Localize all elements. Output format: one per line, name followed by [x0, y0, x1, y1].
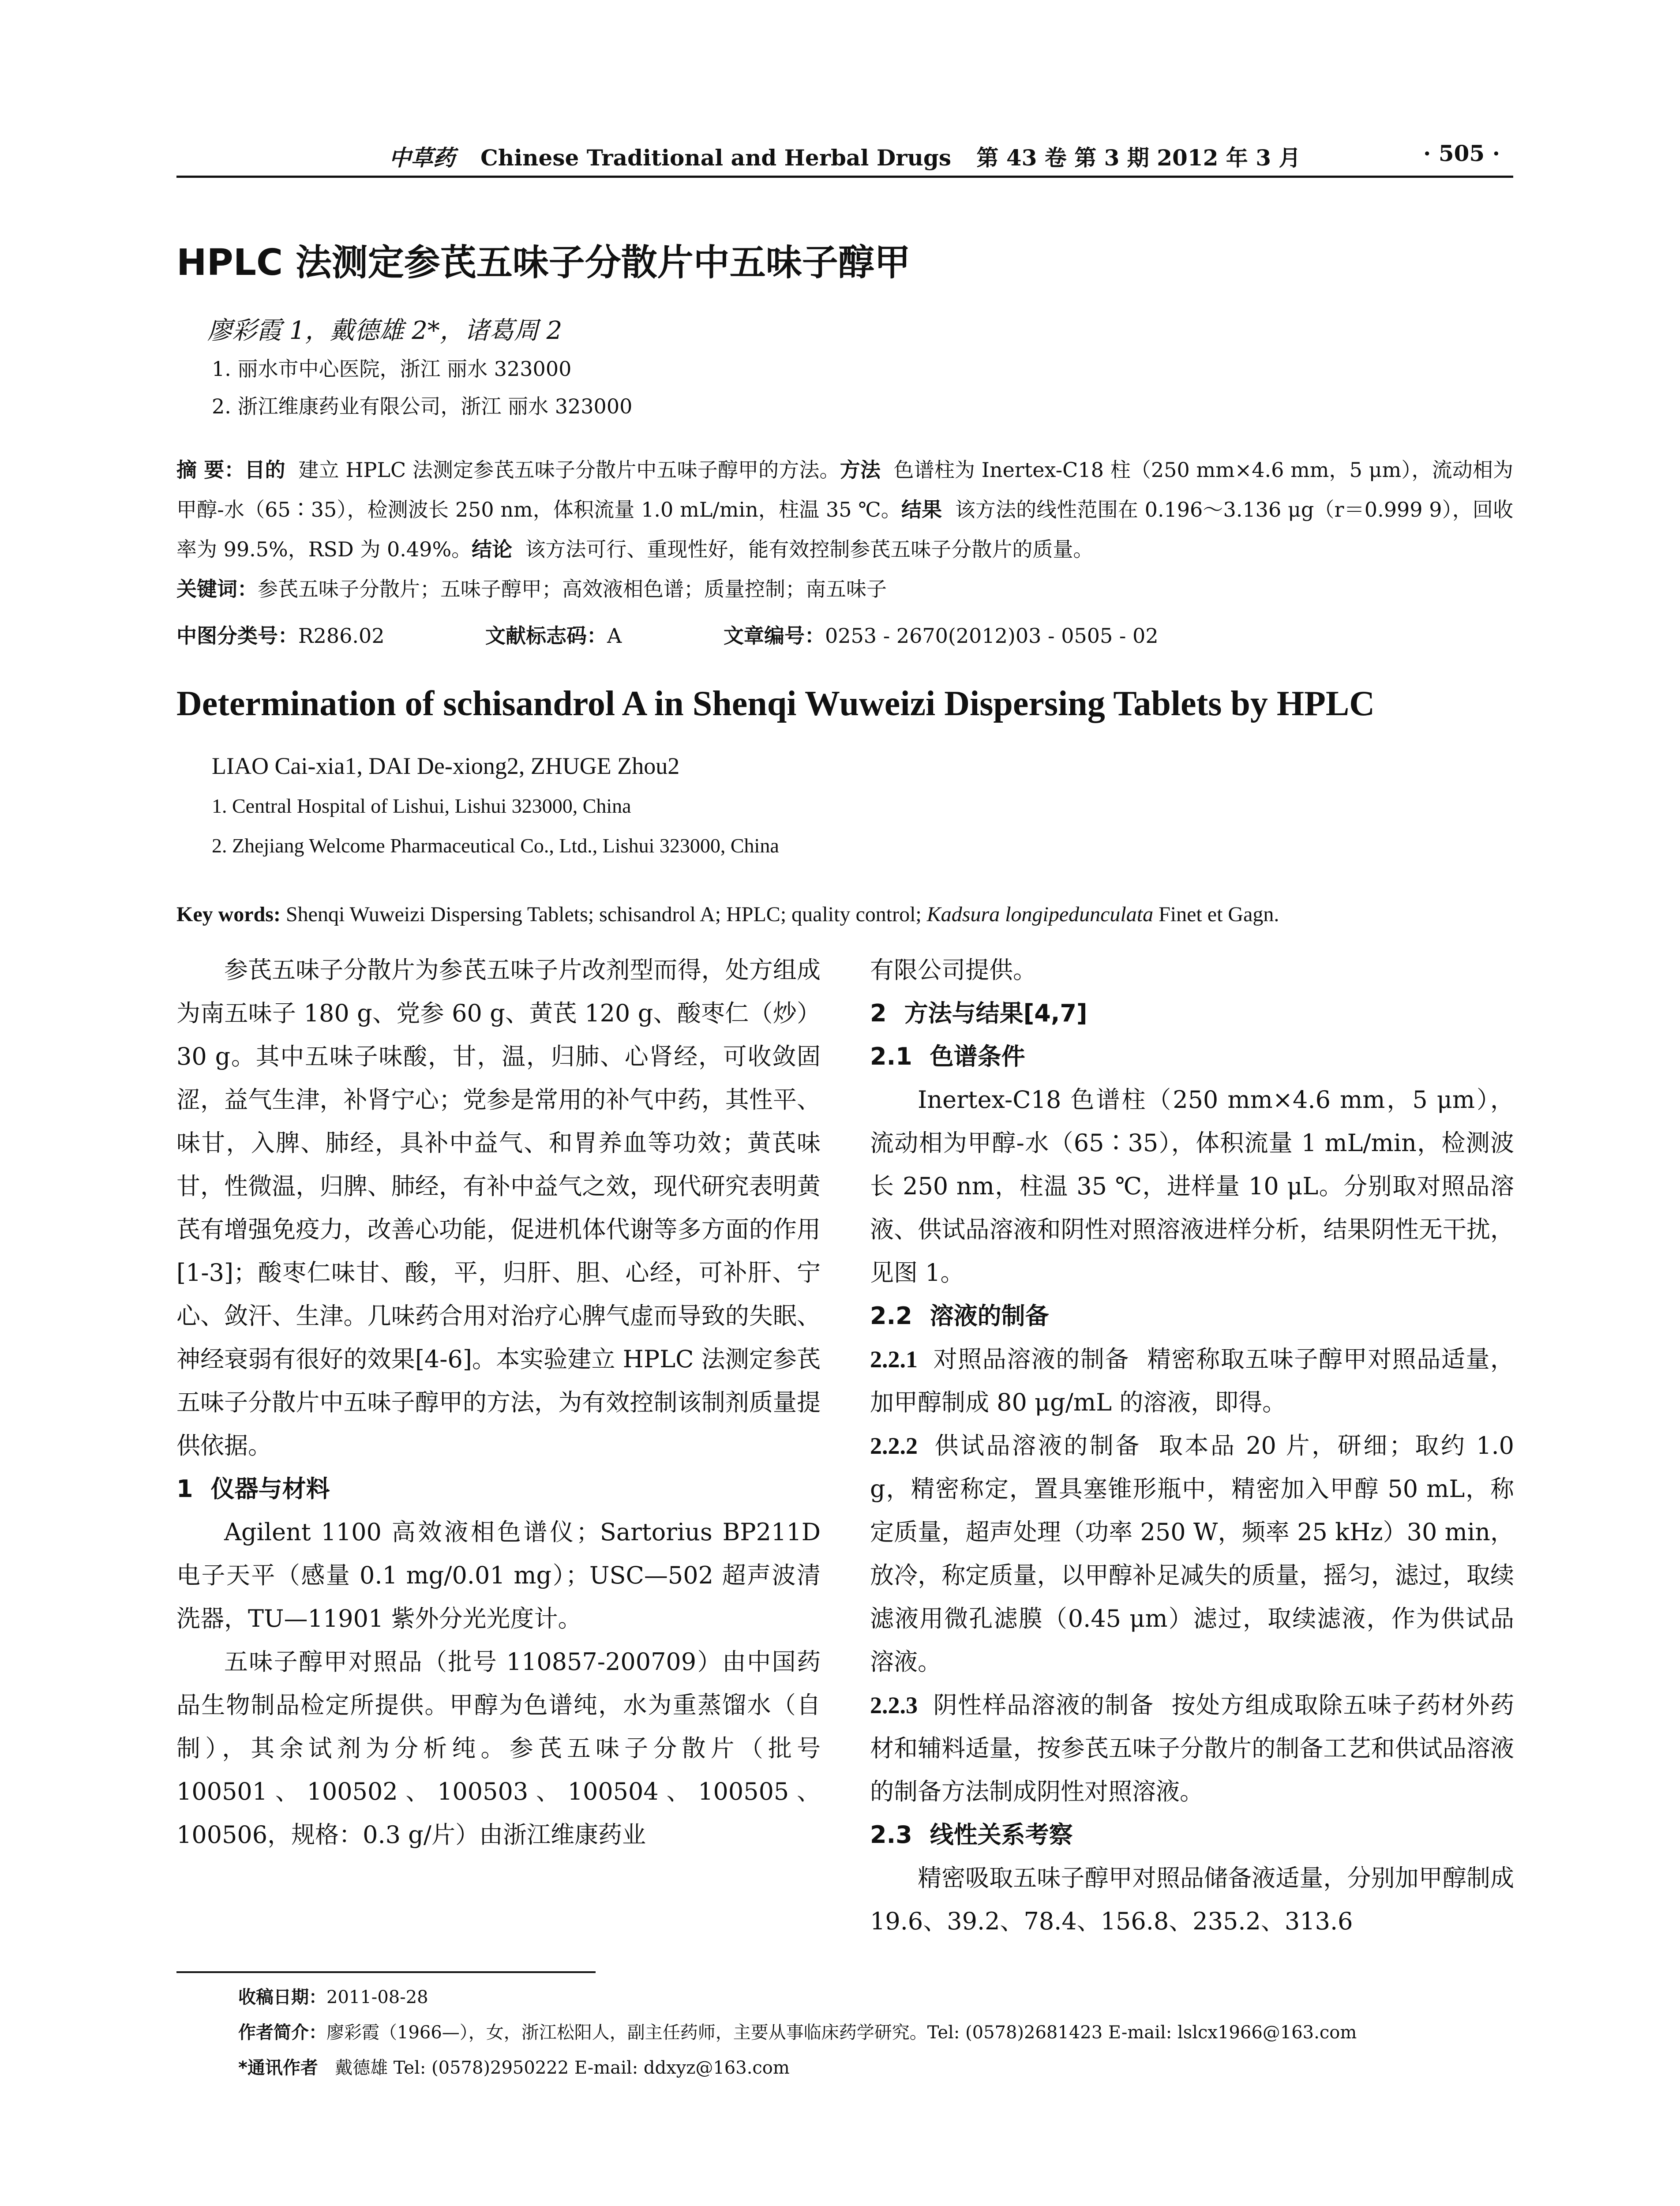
- keywords-en-italic: Kadsura longipedunculata: [926, 903, 1154, 926]
- journal-issue: 第 43 卷 第 3 期 2012 年 3 月: [976, 145, 1301, 171]
- header-journal: [176, 140, 1513, 172]
- doc-code-value: A: [607, 624, 622, 648]
- purpose-label: 目的: [244, 458, 285, 482]
- page-number: · 505 ·: [1423, 140, 1500, 166]
- journal-name-cn: 中草药: [389, 145, 455, 171]
- section-1-heading: 1 仪器与材料: [176, 1475, 330, 1503]
- clc-value: R286.02: [298, 624, 385, 648]
- method-text: 色谱柱为 Inertex-C18 柱（250 mm×4.6 mm，5 μm），流动相为甲醇-水（65∶35），检测波长 250 nm，体积流量 1.0 mL/min，柱温 35 ℃。: [176, 458, 1513, 521]
- affiliation-cn-1: 1. 丽水市中心医院，浙江 丽水 323000: [212, 357, 572, 381]
- section-2-2-1: 2.2.1 对照品溶液的制备 精密称取五味子醇甲对照品适量，加甲醇制成 80 μg/mL 的溶液，即得。: [870, 1345, 1515, 1416]
- result-text: 该方法的线性范围在 0.196～3.136 μg（r＝0.999 9），回收率为 99.5%，RSD 为 0.49%。: [176, 498, 1514, 561]
- affiliation-en-2: 2. Zhejiang Welcome Pharmaceutical Co., Ltd., Lishui 323000, China: [212, 834, 779, 857]
- continued-text: 有限公司提供。: [870, 956, 1037, 984]
- section-2-1-paragraph: Inertex-C18 色谱柱（250 mm×4.6 mm，5 μm），流动相为甲醇-水（65∶35），体积流量 1 mL/min，检测波长 250 nm，柱温 35 ℃，进样量 10 μL。分别取对照品溶液、供试品溶液和阴性对照溶液进样分析，结果阴性无干扰，见图 1。: [870, 1086, 1514, 1287]
- keywords-en-tail: Finet et Gagn.: [1159, 903, 1279, 926]
- section-2-2-3: 2.2.3 阴性样品溶液的制备 按处方组成取除五味子药材外药材和辅料适量，按参芪五味子分散片的制备工艺和供试品溶液的制备方法制成阴性对照溶液。: [870, 1691, 1515, 1805]
- clc-label: 中图分类号：: [176, 624, 298, 648]
- abstract-label: 摘 要：: [176, 458, 245, 482]
- conclusion-label: 结论: [472, 537, 513, 561]
- intro-paragraph: 参芪五味子分散片为参芪五味子片改剂型而得，处方组成为南五味子 180 g、党参 60 g、黄芪 120 g、酸枣仁（炒）30 g。其中五味子味酸，甘，温，归肺、心肾经，可收敛固涩，益气生津，补肾宁心；党参是常用的补气中药，其性平、味甘，入脾、肺经，具补中益气、和胃养血等功效；黄芪味甘，性微温，归脾、肺经，有补中益气之效，现代研究表明黄芪有增强免疫力，改善心功能，促进机体代谢等多方面的作用[1-3]；酸枣仁味甘、酸，平，归肝、胆、心经，可补肝、宁心、敛汗、生津。几味药合用对治疗心脾气虚而导致的失眠、神经衰弱有很好的效果[4-6]。本实验建立 HPLC 法测定参芪五味子分散片中五味子醇甲的方法，为有效控制该制剂质量提供依据。: [176, 956, 821, 1459]
- section-2-1-heading: 2.1 色谱条件: [870, 1043, 1025, 1070]
- section-2-heading: 2 方法与结果[4,7]: [870, 999, 1088, 1027]
- section-1-paragraph-2: 五味子醇甲对照品（批号 110857-200709）由中国药品生物制品检定所提供。甲醇为色谱纯，水为重蒸馏水（自制），其余试剂为分析纯。参芪五味子分散片（批号 100501、100502、100503、100504、100505、100506，规格：0.3 g/片）由浙江维康药业: [176, 1648, 821, 1849]
- keywords-en: [176, 902, 1279, 927]
- purpose-text: 建立 HPLC 法测定参芪五味子分散片中五味子醇甲的方法。: [298, 458, 840, 482]
- section-2-3-paragraph: 精密吸取五味子醇甲对照品储备液适量，分别加甲醇制成 19.6、39.2、78.4、156.8、235.2、313.6: [870, 1864, 1514, 1935]
- classification-line: [176, 620, 1159, 649]
- title-cn: HPLC 法测定参芪五味子分散片中五味子醇甲: [176, 242, 911, 284]
- affiliation-en-1: 1. Central Hospital of Lishui, Lishui 323000, China: [212, 795, 631, 817]
- keywords-cn-label: 关键词：: [176, 577, 258, 601]
- article-no-label: 文章编号：: [724, 624, 825, 648]
- section-2-3-heading: 2.3 线性关系考察: [870, 1821, 1073, 1849]
- body-column-left: [176, 949, 821, 1857]
- article-no-value: 0253 - 2670(2012)03 - 0505 - 02: [825, 624, 1159, 648]
- footnote-rule: [176, 1971, 596, 1973]
- result-label: 结果: [901, 498, 942, 521]
- section-2-2-2: 2.2.2 供试品溶液的制备 取本品 20 片，研细；取约 1.0 g，精密称定，置具塞锥形瓶中，精密加入甲醇 50 mL，称定质量，超声处理（功率 250 W，频率 25 kHz）30 min，放冷，称定质量，以甲醇补足减失的质量，摇匀，滤过，取续滤液用微孔滤膜（0.45 μm）滤过，取续滤液，作为供试品溶液。: [870, 1432, 1514, 1676]
- conclusion-text: 该方法可行、重现性好，能有效控制参芪五味子分散片的质量。: [525, 537, 1094, 561]
- body-column-right: [870, 949, 1514, 1943]
- authors-en: LIAO Cai-xia1, DAI De-xiong2, ZHUGE Zhou2: [212, 753, 680, 779]
- running-header: [176, 140, 1513, 178]
- authors-cn: 廖彩霞 1，戴德雄 2*，诸葛周 2: [207, 316, 562, 345]
- keywords-en-text: Shenqi Wuweizi Dispersing Tablets; schisandrol A; HPLC; quality control;: [285, 903, 922, 926]
- abstract-cn: [176, 450, 1513, 609]
- section-1-paragraph-1: Agilent 1100 高效液相色谱仪；Sartorius BP211D 电子天平（感量 0.1 mg/0.01 mg）；USC—502 超声波清洗器，TU—11901 紫外分光光度计。: [176, 1518, 821, 1632]
- keywords-en-label: Key words:: [176, 903, 281, 926]
- footnote-corresponding: *通讯作者 戴德雄 Tel: (0578)2950222 E-mail: ddxyz@163.com: [238, 2058, 790, 2078]
- doc-code-label: 文献标志码：: [485, 624, 607, 648]
- footnote-received: 收稿日期：2011-08-28: [238, 1987, 428, 2007]
- affiliation-cn-2: 2. 浙江维康药业有限公司，浙江 丽水 323000: [212, 394, 633, 418]
- footnote-author: 作者简介：廖彩霞（1966—），女，浙江松阳人，副主任药师，主要从事临床药学研究。Tel: (0578)2681423 E-mail: lslcx1966@163.com: [238, 2022, 1357, 2043]
- title-en: Determination of schisandrol A in Shenqi Wuweizi Dispersing Tablets by HPLC: [176, 684, 1375, 723]
- journal-name-en: Chinese Traditional and Herbal Drugs: [480, 145, 951, 171]
- method-label: 方法: [840, 458, 881, 482]
- section-2-2-heading: 2.2 溶液的制备: [870, 1302, 1049, 1330]
- keywords-cn-text: 参芪五味子分散片；五味子醇甲；高效液相色谱；质量控制；南五味子: [258, 577, 887, 601]
